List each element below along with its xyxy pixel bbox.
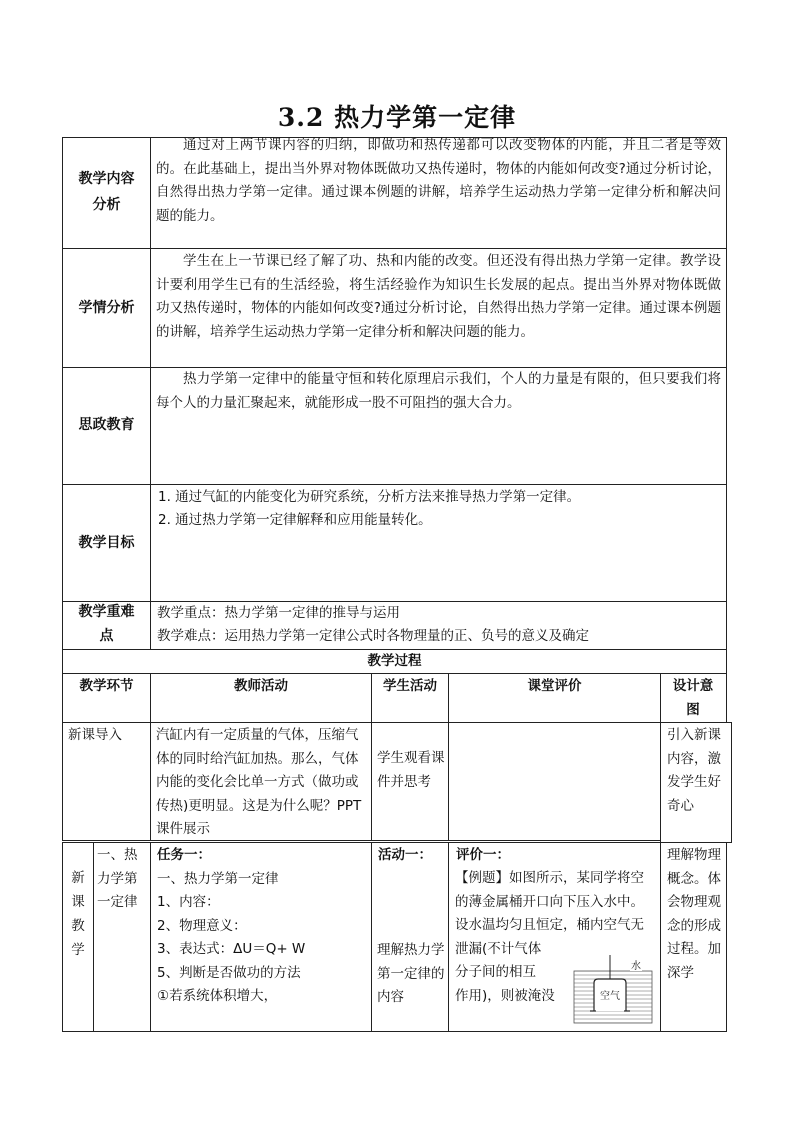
student-analysis-label: 学情分析 — [78, 300, 135, 316]
new-lesson-substage: 一、热力学第一定律 — [97, 847, 138, 910]
objectives-label: 教学目标 — [78, 535, 135, 551]
header-intent: 设计意图 — [672, 678, 714, 718]
bucket-water-figure — [572, 953, 654, 1025]
figure-label-water: 水 — [631, 961, 641, 972]
process-title: 教学过程 — [367, 653, 422, 669]
teacher-line: ①若系统体积增大， — [157, 988, 278, 1004]
activity-title: 活动一： — [378, 847, 432, 863]
objective-item: 2. 通过热力学第一定律解释和应用能量转化。 — [158, 512, 432, 528]
key-point-text: 教学重点：热力学第一定律的推导与运用 — [157, 605, 400, 621]
content-analysis-label-line1: 教学内容 — [78, 171, 135, 187]
content-analysis-label-line2: 分析 — [92, 197, 121, 213]
stage-char: 新 — [71, 870, 85, 886]
teacher-line-task: 任务一： — [157, 847, 211, 863]
content-analysis-label — [62, 166, 151, 218]
figure-label-air: 空气 — [600, 991, 620, 1002]
key-points-label — [62, 600, 151, 648]
intro-evaluation-cell — [448, 722, 661, 841]
header-evaluation: 课堂评价 — [527, 678, 582, 694]
page-title: 3.2 热力学第一定律 — [277, 103, 517, 132]
teacher-line: 2、物理意义： — [157, 917, 247, 934]
header-teacher: 教师活动 — [234, 678, 288, 694]
evaluation-title: 评价一： — [456, 847, 510, 863]
objective-item: 1. 通过气缸的内能变化为研究系统，分析方法来推导热力学第一定律。 — [158, 489, 581, 505]
intro-student-text: 学生观看课件并思考 — [377, 750, 445, 790]
key-points-label-line2: 点 — [99, 628, 114, 644]
evaluation-line: 分子间的相互 — [455, 964, 536, 980]
teacher-line: 1、内容： — [157, 894, 220, 910]
header-student: 学生活动 — [383, 678, 437, 694]
new-lesson-stage-vertical — [64, 866, 92, 962]
teacher-line: 一、热力学第一定律 — [157, 870, 279, 887]
intro-stage: 新课导入 — [68, 727, 122, 743]
stage-char: 教 — [71, 918, 85, 934]
teacher-line: 5、判断是否做功的方法 — [157, 964, 301, 981]
new-lesson-teacher — [157, 844, 369, 1009]
header-stage: 教学环节 — [79, 678, 134, 694]
ideology-text: 热力学第一定律中的能量守恒和转化原理启示我们，个人的力量是有限的，但只要我们将每个人的力量汇聚起来，就能形成一股不可阻挡的强大合力。 — [156, 371, 721, 411]
ideology-label: 思政教育 — [78, 417, 135, 433]
evaluation-line: 【例题】如图所示，某同学将空 — [455, 870, 644, 886]
student-analysis-text: 学生在上一节课已经了解了功、热和内能的改变。但还没有得出热力学第一定律。教学设计要利用学生已有的生活经验，将生活经验作为知识生长发展的起点。提出当外界对物体既做功又热传递时，物体的内能如何改变?通过分析讨论，自然得出热力学第一定律。通过课本例题的讲解，培养学生运动热力学第一定律分析和解决问题的能力。 — [156, 253, 721, 340]
content-analysis-text: 通过对上两节课内容的归纳，即做功和热传递都可以改变物体的内能，并且二者是等效的。在此基础上，提出当外界对物体既做功又热传递时，物体的内能如何改变?通过分析讨论，自然得出热力学第一定律。通过课本例题的讲解，培养学生运动热力学第一定律分析和解决问题的能力。 — [156, 137, 721, 224]
evaluation-line: 作用)，则被淹没 — [455, 987, 555, 1004]
key-points-label-line1: 教学重难 — [78, 604, 135, 620]
activity-text: 理解热力学第一定律的内容 — [377, 942, 445, 1005]
evaluation-line: 泄漏(不计气体 — [455, 940, 542, 957]
stage-char: 课 — [71, 894, 85, 910]
evaluation-line: 的薄金属桶开口向下压入水中。 — [455, 893, 644, 910]
new-lesson-intent-text: 理解物理概念。体会物理观念的形成过程。加深学 — [667, 847, 721, 981]
intro-intent-text: 引入新课内容，激发学生好奇心 — [667, 727, 721, 814]
stage-char: 学 — [71, 942, 85, 958]
evaluation-line: 设水温均匀且恒定，桶内空气无 — [455, 917, 644, 933]
difficult-point-text: 教学难点：运用热力学第一定律公式时各物理量的正、负号的意义及确定 — [157, 628, 589, 644]
intro-teacher-text: 汽缸内有一定质量的气体，压缩气体的同时给汽缸加热。那么，气体内能的变化会比单一方式（做功或传热)更明显。这是为什么呢？PPT课件展示 — [156, 727, 362, 837]
teacher-line: 3、表达式：ΔU＝Q+ W — [157, 941, 306, 957]
